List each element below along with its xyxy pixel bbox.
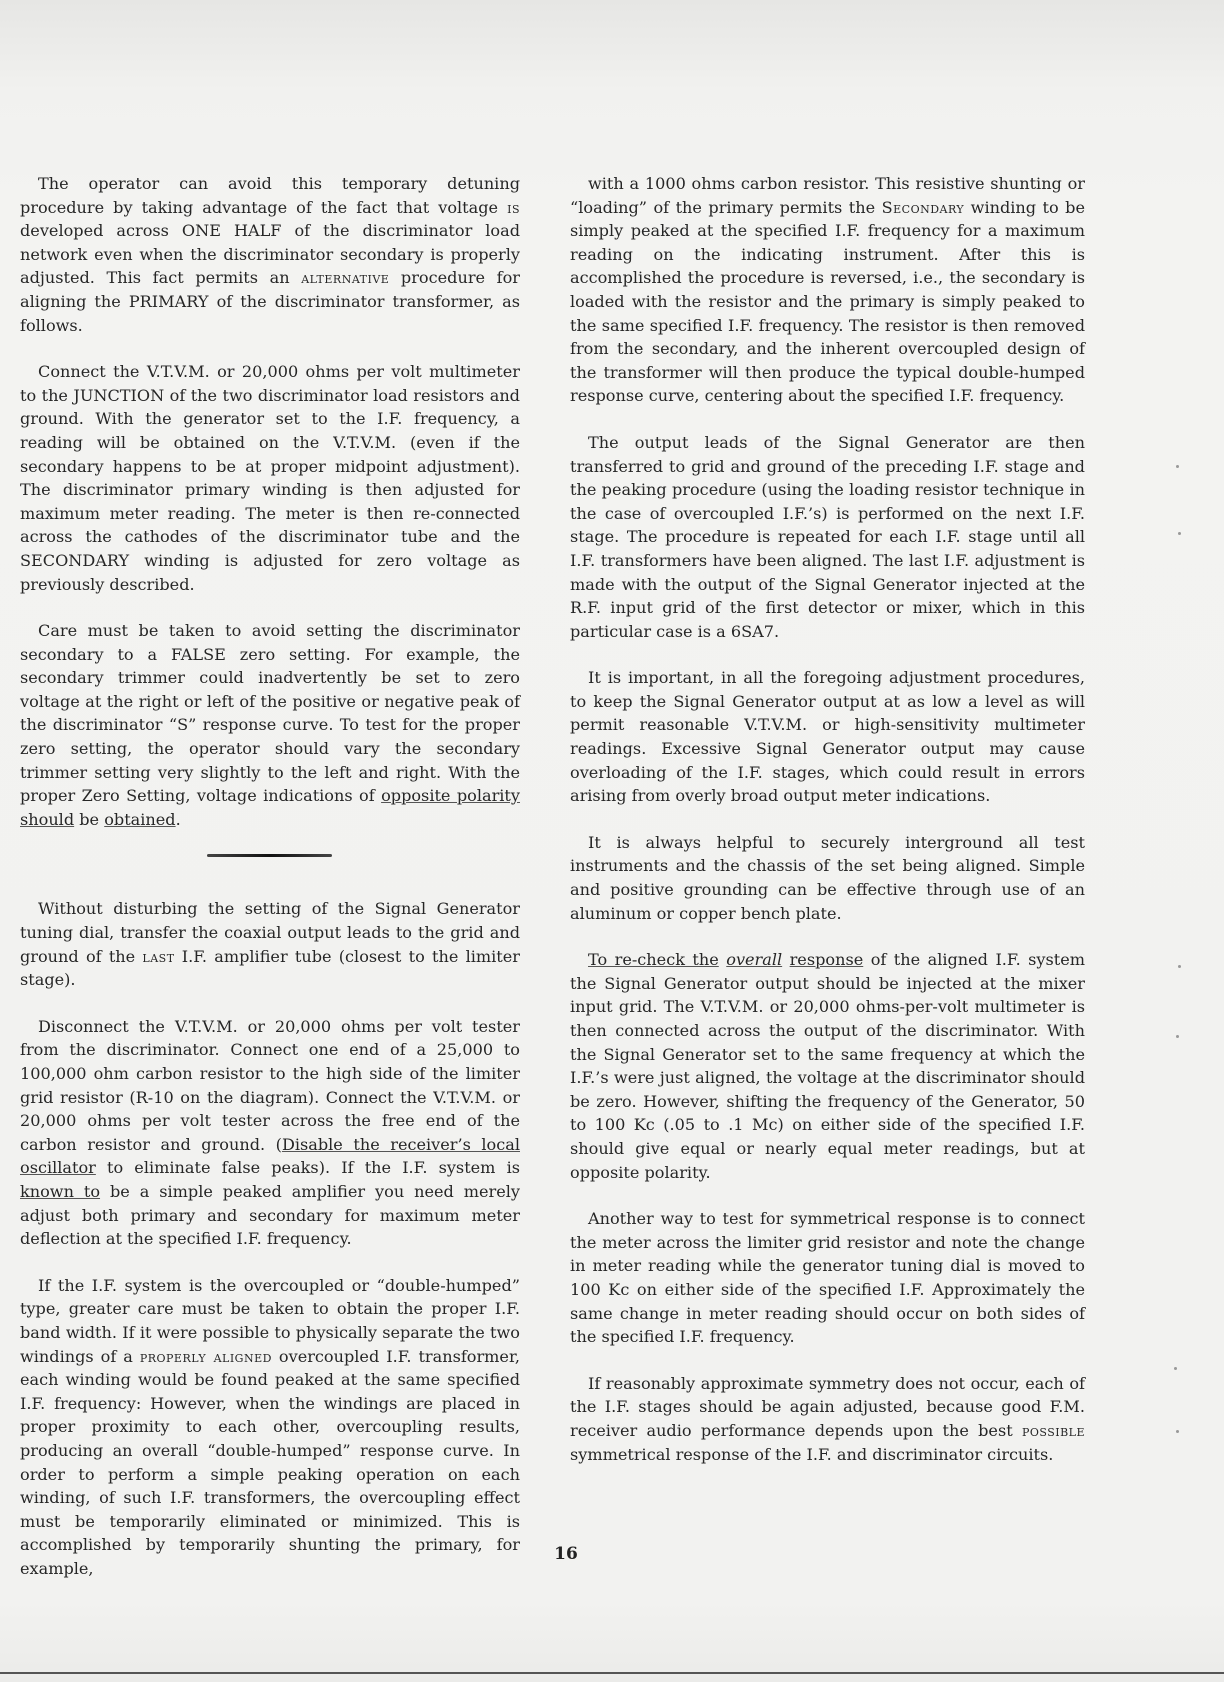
text-run: developed across ONE HALF of the discriminator load network even when the discriminator secondary is properly adjusted. This fact permits an [20,221,520,288]
underlined-run: opposite polarity should [20,786,520,829]
underlined-run: response [789,950,864,970]
paragraph-alternative-procedure [20,172,520,337]
paragraph-transfer-leads [20,897,520,991]
section-divider [207,854,332,857]
paper-speck [1178,965,1181,968]
italic-run: overall [726,950,783,970]
paper-speck [1176,465,1179,468]
small-caps-run: Secondary [881,197,965,217]
paragraph-loading [570,172,1085,408]
underlined-run: known to [20,1181,101,1201]
small-caps-run: possible [1021,1420,1085,1440]
small-caps-run: properly aligned [139,1346,272,1366]
text-run: The operator can avoid this temporary detuning procedure by taking advantage of the fact that voltage [20,174,520,217]
paragraph-overcoupled [20,1274,520,1581]
small-caps-run: is [507,197,520,217]
paper-speck [1176,1035,1179,1038]
paragraph-false-zero [20,619,520,831]
paragraph-disconnect-vtvm [20,1015,520,1251]
text-run: . [175,809,181,829]
text-run: overcoupled I.F. transformer, each winding would be found peaked at the same specified I.F. frequency: However, when the windings are placed in proper proximity to each other, overcoupling results, producing an overall “double-humped” response curve. In order to perform a simple peaking operation on each winding, of such I.F. transformers, the overcoupling effect must be temporarily eliminated or minimized. This is accomplished by temporarily shunting the primary, for example, [20,1346,520,1578]
paper-speck [1178,532,1181,535]
paragraph-recheck [570,948,1085,1184]
underlined-run: Disable the receiver’s local oscillator [20,1134,520,1178]
text-run: Care must be taken to avoid setting the discriminator secondary to a FALSE zero setting. For example, the secondary trimmer could inadvertently be set to zero voltage at the right or left of the positive or negative peak of the discriminator “S” response curve. To test for the proper zero setting, the operator should vary the secondary trimmer setting very slightly to the left and right. With the proper Zero Setting, voltage indications of [20,621,520,806]
text-run: I.F. amplifier tube (closest to the limiter stage). [20,946,520,990]
page-bottom-edge [0,1672,1224,1674]
paragraph-low-output: It is important, in all the foregoing adjustment procedures, to keep the Signal Generator output at as low a level as will permit reasonable V.T.V.M. or high-sensitivity multimeter readings. Excessive Signal Generator output may cause overloading of the I.F. stages, which could result in errors arising from overly broad output meter indications. [570,668,1085,806]
text-run: procedure for aligning the PRIMARY of the discriminator transformer, as follows. [20,268,520,335]
text-run: be a simple peaked amplifier you need merely adjust both primary and secondary for maximum meter deflection at the specified I.F. frequency. [20,1181,520,1249]
underlined-run: To re-check the [588,950,719,970]
right-column [570,172,1085,1489]
page-number: 16 [554,1544,578,1564]
paragraph-output-leads: The output leads of the Signal Generator are then transferred to grid and ground of the preceding I.F. stage and the peaking procedure (using the loading resistor technique in the case of overcoupled I.F.’s) is performed on the next I.F. stage. The procedure is repeated for each I.F. stage until all I.F. transformers have been aligned. The last I.F. adjustment is made with the output of the Signal Generator injected at the R.F. input grid of the first detector or mixer, which in this particular case is a 6SA7. [570,432,1085,641]
left-column [20,172,520,1603]
paper-speck [1174,1367,1177,1370]
paragraph-grounding: It is always helpful to securely interground all test instruments and the chassis of the set being aligned. Simple and positive grounding can be effective through use of an aluminum or copper bench plate. [570,832,1085,923]
text-run: of the aligned I.F. system the Signal Generator output should be injected at the mixer input grid. The V.T.V.M. or 20,000 ohms-per-volt multimeter is then connected across the output of the discriminator. With the Signal Generator set to the same frequency at which the I.F.’s were just aligned, the voltage at the discriminator should be zero. However, shifting the frequency of the Generator, 50 to 100 Kc (.05 to .1 Mc) on either side of the specified I.F. should give equal or nearly equal meter readings, but at opposite polarity. [570,950,1086,1182]
text-run: If the I.F. system is the overcoupled or “double-humped” type, greater care must be taken to obtain the proper I.F. band width. If it were possible to physically separate the two windings of a [20,1275,520,1366]
text-run: to eliminate false peaks). If the I.F. system is [95,1158,520,1178]
small-caps-run: alternative [301,268,390,288]
paragraph-readjust [570,1372,1085,1466]
text-run: winding to be simply peaked at the specified I.F. frequency for a maximum reading on the indicating instrument. After this is accomplished the procedure is reversed, i.e., the secondary is loaded with the resistor and the primary is simply peaked to the same specified I.F. frequency. The resistor is then removed from the secondary, and the inherent overcoupled design of the transformer will then produce the typical double-humped response curve, centering about the specified I.F. frequency. [570,197,1085,406]
paragraph-connect-vtvm: Connect the V.T.V.M. or 20,000 ohms per volt multimeter to the JUNCTION of the two discriminator load resistors and ground. With the generator set to the I.F. frequency, a reading will be obtained on the V.T.V.M. (even if the secondary happens to be at proper midpoint adjustment). The discriminator primary winding is then adjusted for maximum meter reading. The meter is then re-connected across the cathodes of the discriminator tube and the SECONDARY winding is adjusted for zero voltage as previously described. [20,362,520,594]
text-run: If reasonably approximate symmetry does not occur, each of the I.F. stages should be again adjusted, because good F.M. receiver audio performance depends upon the best [570,1373,1085,1440]
text-run: symmetrical response of the I.F. and discriminator circuits. [570,1444,1054,1464]
text-run: be [74,809,105,829]
paper-speck [1176,1430,1179,1433]
text-run: with a 1000 ohms carbon resistor. This resistive shunting or “loading” of the primary permits the [570,174,1085,217]
paragraph-symmetry-test: Another way to test for symmetrical response is to connect the meter across the limiter grid resistor and note the change in meter reading while the generator tuning dial is moved to 100 Kc on either side of the specified I.F. Approximately the same change in meter reading should occur on both sides of the specified I.F. frequency. [570,1209,1085,1347]
underlined-run: obtained [104,809,176,829]
text-run: Without disturbing the setting of the Signal Generator tuning dial, transfer the coaxial output leads to the grid and ground of the [20,899,520,966]
text-run: Disconnect the V.T.V.M. or 20,000 ohms per volt tester from the discriminator. Connect one end of a 25,000 to 100,000 ohm carbon resistor to the high side of the limiter grid resistor (R-10 on the diagram). Connect the V.T.V.M. or 20,000 ohms per volt tester across the free end of the carbon resistor and ground. ( [20,1016,520,1154]
small-caps-run: last [142,946,175,966]
